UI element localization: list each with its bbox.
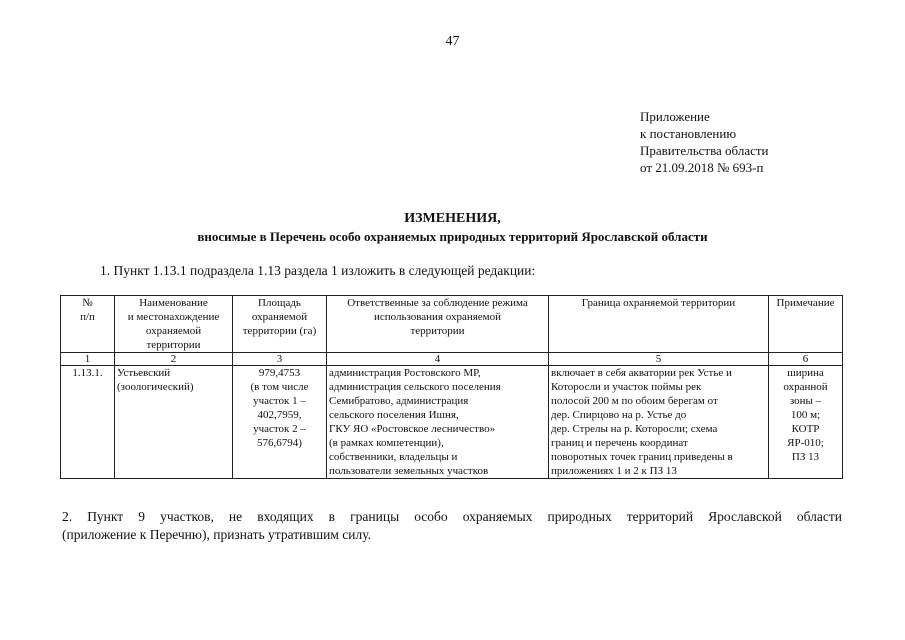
appendix-line: Приложение [640, 109, 710, 124]
point-1-text: 1. Пункт 1.13.1 подраздела 1.13 раздела 1 изложить в следующей редакции: [100, 263, 536, 278]
column-number: 2 [115, 353, 233, 366]
appendix-block [640, 108, 769, 176]
document-title: ИЗМЕНЕНИЯ, [404, 211, 501, 226]
row-responsible-cell: администрация Ростовского МР, администрация сельского поселения Семибратово, администрация сельского поселения Ишня, ГКУ ЯО «Ростовское лесничество» (в рамках компетенции), собственники, владельцы и пользователи земельных участков [327, 366, 549, 479]
column-number: 4 [327, 353, 549, 366]
point-2-line: (приложение к Перечню), признать утратившим силу. [62, 527, 372, 542]
appendix-line: к постановлению [640, 126, 737, 141]
row-name-cell: Устьевский (зоологический) [115, 366, 233, 479]
column-number: 6 [769, 353, 843, 366]
column-number: 1 [61, 353, 115, 366]
column-number: 3 [233, 353, 327, 366]
point-2-line: 2. Пункт 9 участков, не входящих в границы особо охраняемых природных территорий Ярославской области [62, 509, 842, 524]
row-number-cell: 1.13.1. [61, 366, 115, 479]
row-border-cell: включает в себя акватории рек Устье и Которосли и участок поймы рек полосой 200 м по обоим берегам от дер. Спирцово на р. Устье до дер. Стрелы на р. Которосли; схема границ и перечень координат поворотных точек границ приведены в приложениях 1 и 2 к ПЗ 13 [549, 366, 769, 479]
table-header-row [61, 296, 843, 353]
row-area-cell: 979,4753 (в том числе участок 1 – 402,7959, участок 2 – 576,6794) [233, 366, 327, 479]
point-2-text [62, 508, 842, 544]
column-number-row [61, 353, 843, 366]
table-row [61, 366, 843, 479]
column-number: 5 [549, 353, 769, 366]
header-cell-number: № п/п [61, 296, 115, 353]
header-cell-note: Примечание [769, 296, 843, 353]
header-cell-responsible: Ответственные за соблюдение режима использования охраняемой территории [327, 296, 549, 353]
row-note-cell: ширина охранной зоны – 100 м; КОТР ЯР-010; ПЗ 13 [769, 366, 843, 479]
header-cell-name: Наименование и местонахождение охраняемой территории [115, 296, 233, 353]
header-cell-border: Граница охраняемой территории [549, 296, 769, 353]
header-cell-area: Площадь охраняемой территории (га) [233, 296, 327, 353]
document-subtitle: вносимые в Перечень особо охраняемых природных территорий Ярославской области [197, 229, 708, 244]
changes-table [60, 295, 843, 479]
appendix-line: от 21.09.2018 № 693-п [640, 160, 764, 175]
page-number: 47 [445, 34, 460, 49]
appendix-line: Правительства области [640, 143, 769, 158]
